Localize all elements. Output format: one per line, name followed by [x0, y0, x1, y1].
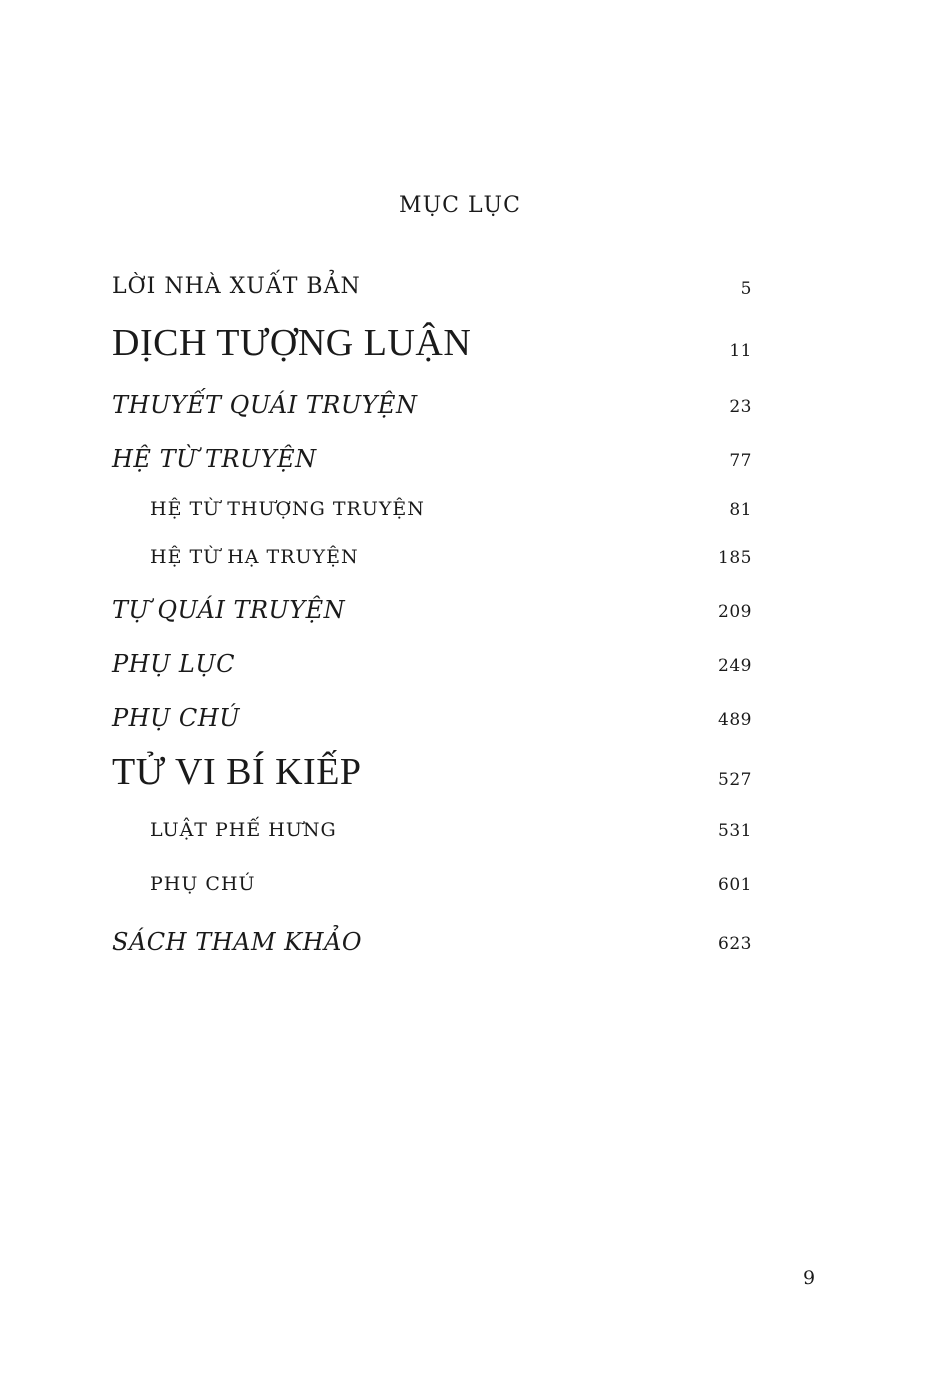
toc-entry-sach-tham-khao[interactable] — [112, 918, 752, 958]
toc-entry-page: 249 — [718, 656, 752, 676]
toc-entry-page: 489 — [718, 710, 752, 730]
toc-entry-label: TỰ QUÁI TRUYỆN — [112, 596, 346, 624]
toc-entry-tu-quai-truyen[interactable] — [112, 586, 752, 626]
toc-entry-label: HỆ TỪ TRUYỆN — [112, 445, 317, 473]
toc-entry-page: 5 — [740, 279, 752, 299]
toc-entry-page: 531 — [718, 821, 752, 841]
toc-entry-dich-tuong-luan[interactable] — [112, 322, 752, 365]
toc-entry-page: 11 — [729, 341, 752, 361]
toc-entry-label: HỆ TỪ THƯỢNG TRUYỆN — [150, 498, 425, 520]
toc-entry-label: PHỤ CHÚ — [150, 873, 256, 895]
toc-entry-page: 623 — [718, 934, 752, 954]
toc-entry-luat-phe-hung[interactable] — [112, 805, 752, 845]
toc-entry-phu-chu-2[interactable] — [112, 859, 752, 899]
toc-entry-label: HỆ TỪ HẠ TRUYỆN — [150, 546, 359, 568]
toc-entry-tu-vi-bi-kiep[interactable] — [112, 751, 752, 794]
toc-entry-page: 601 — [718, 875, 752, 895]
toc-entry-phu-chu[interactable] — [112, 694, 752, 734]
toc-entry-page: 527 — [718, 770, 752, 790]
toc-entry-page: 209 — [718, 602, 752, 622]
toc-entry-label: LỜI NHÀ XUẤT BẢN — [112, 274, 361, 299]
toc-entry-he-tu-ha-truyen[interactable] — [112, 532, 752, 572]
toc-entry-page: 23 — [729, 397, 752, 417]
toc-entry-label: THUYẾT QUÁI TRUYỆN — [112, 391, 418, 419]
toc-entry-he-tu-truyen[interactable] — [112, 435, 752, 475]
toc-entry-thuyet-quai-truyen[interactable] — [112, 381, 752, 421]
toc-entry-label: PHỤ LỤC — [112, 650, 235, 678]
toc-entry-he-tu-thuong-truyen[interactable] — [112, 484, 752, 524]
toc-entry-label: LUẬT PHẾ HƯNG — [150, 819, 337, 841]
toc-entry-loi-nha-xuat-ban[interactable] — [112, 263, 752, 303]
page-number: 9 — [803, 1267, 816, 1289]
toc-entry-phu-luc[interactable] — [112, 640, 752, 680]
toc-entry-label: DỊCH TƯỢNG LUẬN — [112, 322, 472, 364]
toc-entry-page: 81 — [729, 500, 752, 520]
toc-entry-label: TỬ VI BÍ KIẾP — [112, 751, 362, 793]
toc-entry-page: 185 — [718, 548, 752, 568]
toc-entry-page: 77 — [729, 451, 752, 471]
toc-entry-label: PHỤ CHÚ — [112, 704, 240, 732]
toc-entry-label: SÁCH THAM KHẢO — [112, 928, 363, 956]
page-title: MỤC LỤC — [399, 193, 521, 218]
